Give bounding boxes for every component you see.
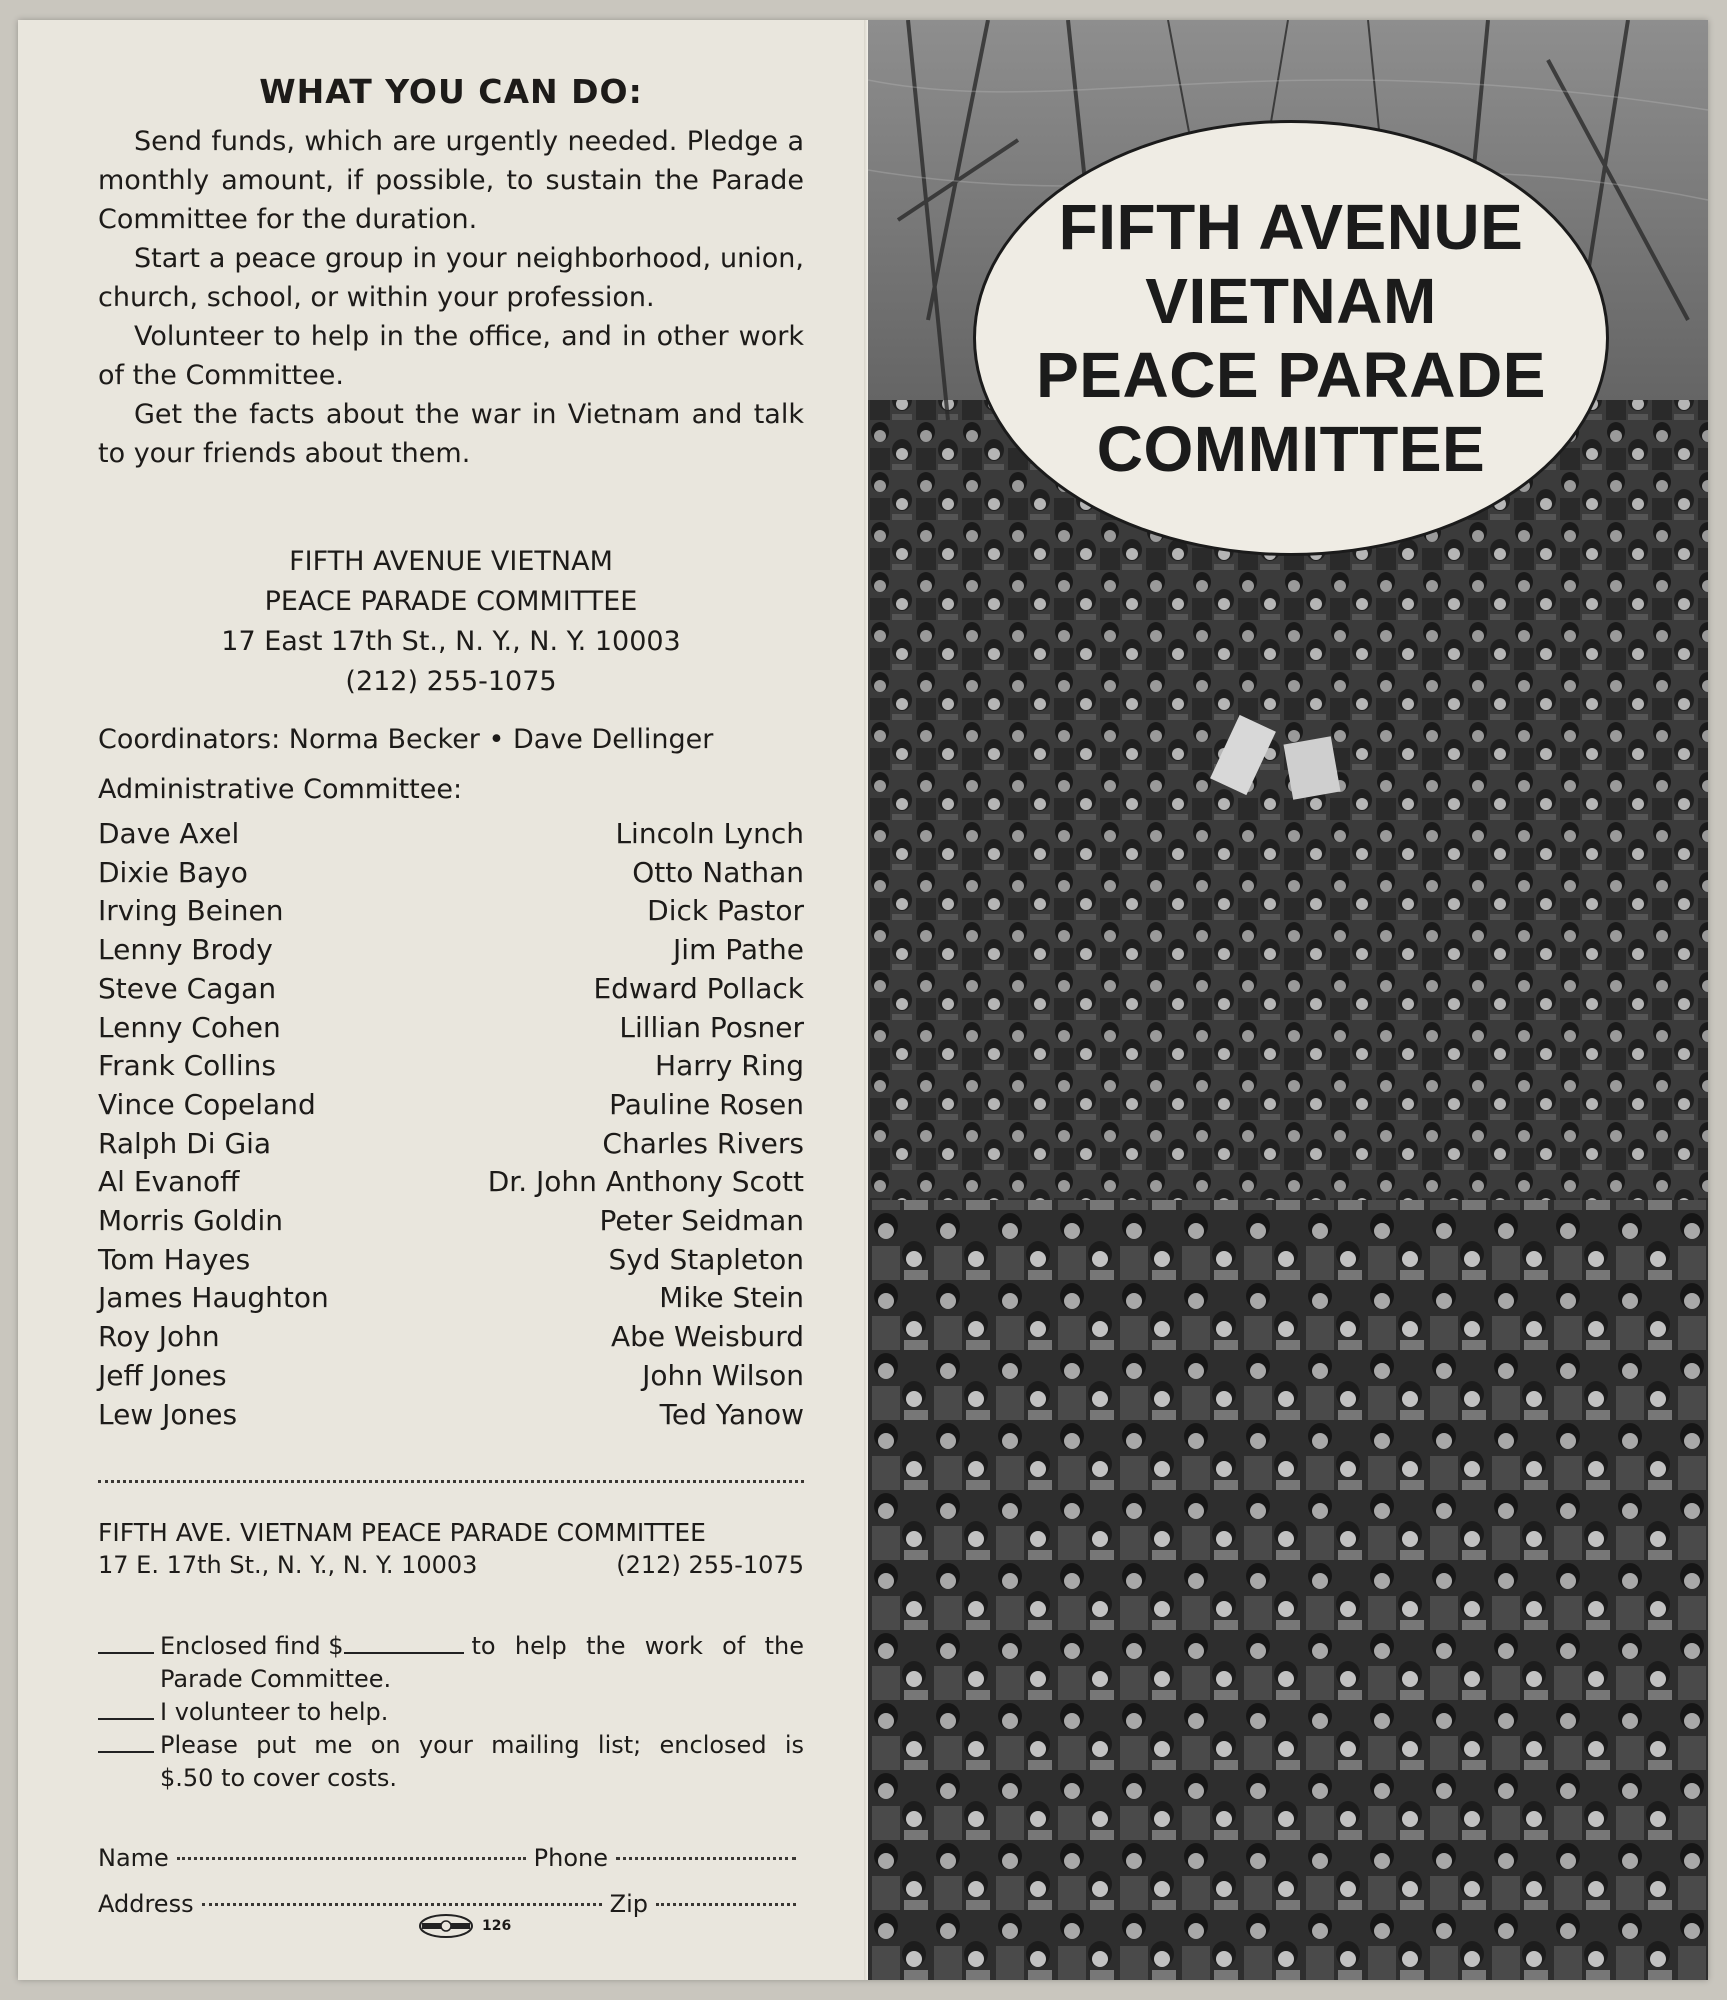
phone-label: Phone: [533, 1844, 608, 1872]
brochure-sheet: [18, 20, 1708, 1980]
paragraph-facts: Get the facts about the war in Vietnam and talk to your friends about them.: [98, 399, 804, 469]
name-item: Lenny Cohen: [98, 1010, 281, 1044]
name-item: Mike Stein: [659, 1281, 804, 1315]
cover-title-line-4: COMMITTEE: [1096, 413, 1486, 485]
address-label: Address: [98, 1890, 194, 1918]
check-blank[interactable]: [98, 1717, 154, 1720]
paragraph-volunteer: Volunteer to help in the office, and in other work of the Committee.: [98, 321, 804, 391]
form-phone: (212) 255-1075: [616, 1551, 804, 1579]
name-item: Frank Collins: [98, 1049, 276, 1083]
check-mailing-label-2: $.50 to cover costs.: [160, 1764, 398, 1792]
check-mailing-label: Please put me on your mailing list; enclosed is: [160, 1731, 804, 1759]
address-phone: (212) 255-1075: [345, 666, 557, 697]
cover-title: [1036, 190, 1546, 486]
cut-line-divider: [98, 1480, 804, 1483]
cover-title-line-1: FIFTH AVENUE: [1058, 191, 1524, 263]
check-volunteer-row[interactable]: [98, 1696, 804, 1729]
check-blank[interactable]: [98, 1651, 154, 1654]
form-org-name: FIFTH AVE. VIETNAM PEACE PARADE COMMITTEE: [98, 1518, 706, 1547]
name-item: Jeff Jones: [98, 1358, 227, 1392]
name-item: Pauline Rosen: [609, 1087, 804, 1121]
title-oval: [973, 120, 1609, 556]
name-phone-row: [98, 1835, 804, 1881]
name-label: Name: [98, 1844, 169, 1872]
name-item: Ralph Di Gia: [98, 1126, 272, 1160]
check-enclosed-label-3: Parade Committee.: [160, 1665, 392, 1693]
name-item: Vince Copeland: [98, 1087, 316, 1121]
name-item: Dick Pastor: [647, 894, 804, 928]
what-you-can-do-heading: WHAT YOU CAN DO:: [259, 72, 643, 111]
check-enclosed-label-2: to help the work of the: [471, 1632, 804, 1660]
union-number: 126: [482, 1918, 512, 1934]
cover-title-line-3: PEACE PARADE: [1036, 339, 1546, 411]
name-item: Tom Hayes: [98, 1242, 251, 1276]
name-item: John Wilson: [642, 1358, 804, 1392]
name-item: Morris Goldin: [98, 1204, 283, 1238]
check-volunteer-label: I volunteer to help.: [160, 1698, 389, 1726]
name-field[interactable]: [177, 1857, 526, 1860]
action-paragraphs: [98, 122, 804, 473]
address-line-1: FIFTH AVENUE VIETNAM: [289, 546, 613, 577]
name-item: Lillian Posner: [619, 1010, 804, 1044]
name-item: Dave Axel: [98, 817, 240, 850]
committee-names: [98, 815, 804, 1434]
name-item: Harry Ring: [655, 1049, 804, 1083]
cover-panel: [868, 20, 1708, 1980]
name-item: Irving Beinen: [98, 894, 284, 928]
amount-blank[interactable]: [344, 1651, 464, 1654]
coordinators-line: Coordinators: Norma Becker • Dave Dellinger: [98, 724, 714, 755]
union-bug: [418, 1913, 511, 1939]
committee-address: [98, 542, 804, 702]
paragraph-funds: Send funds, which are urgently needed. Pledge a monthly amount, if possible, to sustain the Parade Committee for the duration.: [98, 126, 804, 235]
zip-label: Zip: [609, 1890, 648, 1918]
form-street: 17 E. 17th St., N. Y., N. Y. 10003: [98, 1551, 478, 1579]
address-street: 17 East 17th St., N. Y., N. Y. 10003: [221, 626, 681, 657]
paragraph-peace-group: Start a peace group in your neighborhood, union, church, school, or within your profession.: [98, 243, 804, 313]
address-field[interactable]: [202, 1903, 602, 1906]
name-item: Lenny Brody: [98, 933, 273, 967]
name-item: Otto Nathan: [632, 855, 804, 889]
name-item: Abe Weisburd: [610, 1320, 804, 1354]
name-item: Syd Stapleton: [608, 1242, 804, 1276]
name-item: Ted Yanow: [659, 1397, 804, 1431]
name-item: Lew Jones: [98, 1397, 238, 1431]
zip-field[interactable]: [656, 1903, 796, 1906]
check-enclosed-row[interactable]: [98, 1630, 804, 1663]
address-line-2: PEACE PARADE COMMITTEE: [264, 586, 638, 617]
names-right-column: [488, 815, 804, 1434]
name-item: James Haughton: [98, 1281, 329, 1315]
phone-field[interactable]: [616, 1857, 796, 1860]
name-item: Peter Seidman: [599, 1204, 804, 1238]
check-mailing-row[interactable]: [98, 1729, 804, 1762]
administrative-committee-label: Administrative Committee:: [98, 774, 463, 805]
form-checklist: [98, 1630, 804, 1795]
name-item: Lincoln Lynch: [615, 817, 804, 850]
name-item: Steve Cagan: [98, 971, 277, 1005]
left-panel: [18, 20, 864, 1980]
form-header: [98, 1516, 804, 1582]
name-item: Al Evanoff: [98, 1165, 240, 1199]
name-item: Jim Pathe: [673, 933, 804, 967]
name-item: Roy John: [98, 1320, 220, 1354]
name-item: Edward Pollack: [593, 971, 804, 1005]
name-item: Dixie Bayo: [98, 855, 248, 889]
cover-title-line-2: VIETNAM: [1145, 265, 1437, 337]
name-item: Charles Rivers: [602, 1126, 804, 1160]
union-label-icon: [418, 1913, 474, 1939]
check-enclosed-label: Enclosed find $: [160, 1632, 344, 1660]
names-left-column: [98, 815, 329, 1434]
form-address-row: [98, 1549, 804, 1582]
name-item: Dr. John Anthony Scott: [487, 1165, 804, 1199]
check-blank[interactable]: [98, 1750, 154, 1753]
